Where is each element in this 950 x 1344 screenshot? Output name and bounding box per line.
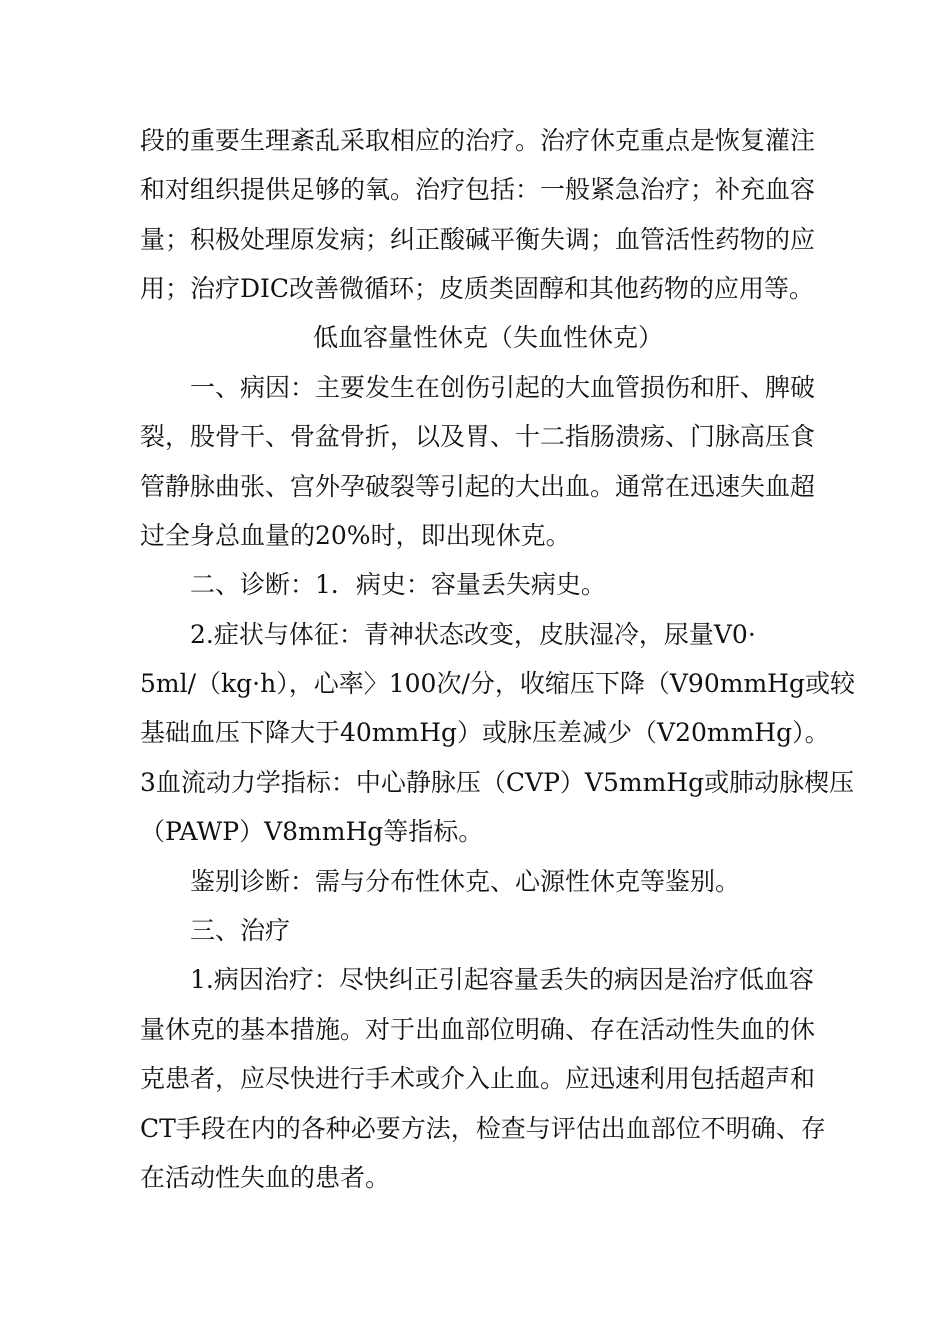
paragraph-line: 1.病因治疗：尽快纠正引起容量丢失的病因是治疗低血容: [190, 965, 814, 994]
section-heading: 三、治疗: [190, 916, 291, 945]
paragraph-line: 用；治疗DIC改善微循环；皮质类固醇和其他药物的应用等。: [140, 274, 815, 303]
paragraph-line: 管静脉曲张、宫外孕破裂等引起的大出血。通常在迅速失血超: [140, 472, 816, 501]
paragraph-line: 量休克的基本措施。对于出血部位明确、存在活动性失血的休: [140, 1015, 816, 1044]
paragraph-line: 基础血压下降大于40mmHg）或脉压差减少（V20mmHg）。: [140, 718, 830, 747]
section-heading: 低血容量性休克（失血性休克）: [313, 323, 664, 352]
paragraph-line: 和对组织提供足够的氧。治疗包括：一般紧急治疗；补充血容: [140, 175, 816, 204]
paragraph-line: 2.症状与体征：青神状态改变，皮肤湿冷，尿量V0·: [190, 620, 756, 649]
paragraph-line: 一、病因：主要发生在创伤引起的大血管损伤和肝、脾破: [190, 373, 816, 402]
paragraph-line: 3血流动力学指标：中心静脉压（CVP）V5mmHg或肺动脉楔压: [140, 768, 855, 797]
paragraph-line: 二、诊断：1．病史：容量丢失病史。: [190, 570, 606, 599]
paragraph-line: 裂，股骨干、骨盆骨折，以及胃、十二指肠溃疡、门脉高压食: [140, 422, 816, 451]
paragraph-line: CT手段在内的各种必要方法，检查与评估出血部位不明确、存: [140, 1114, 826, 1143]
paragraph-line: 过全身总血量的20%时，即出现休克。: [140, 521, 571, 550]
paragraph-line: （PAWP）V8mmHg等指标。: [140, 817, 484, 846]
paragraph-line: 克患者，应尽快进行手术或介入止血。应迅速利用包括超声和: [140, 1064, 816, 1093]
paragraph-line: 鉴别诊断：需与分布性休克、心源性休克等鉴别。: [190, 867, 741, 896]
paragraph-line: 5ml/（kg·h），心率〉100次/分，收缩压下降（V90mmHg或较: [140, 669, 855, 698]
paragraph-line: 段的重要生理紊乱采取相应的治疗。治疗休克重点是恢复灌注: [140, 126, 816, 155]
paragraph-line: 量；积极处理原发病；纠正酸碱平衡失调；血管活性药物的应: [140, 225, 816, 254]
paragraph-line: 在活动性失血的患者。: [140, 1163, 391, 1192]
